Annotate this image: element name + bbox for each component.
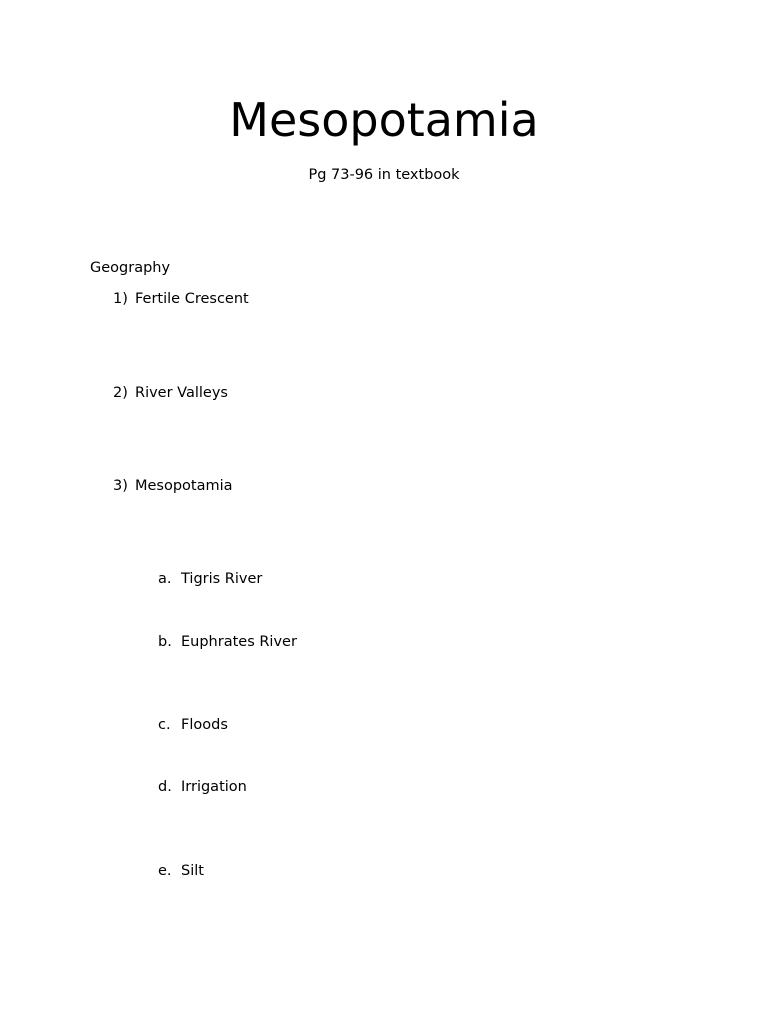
list-item-label: Mesopotamia xyxy=(135,478,233,494)
sub-list-marker: c. xyxy=(158,717,171,733)
sub-item-tigris-river xyxy=(158,569,262,589)
list-marker: 3) xyxy=(113,478,128,494)
list-marker: 1) xyxy=(113,291,128,307)
section-heading: Geography xyxy=(90,260,171,276)
sub-list-marker: d. xyxy=(158,779,172,795)
sub-item-euphrates-river xyxy=(158,632,297,652)
sub-list-marker: b. xyxy=(158,634,172,650)
page-title: Mesopotamia xyxy=(229,93,539,147)
page-subtitle: Pg 73-96 in textbook xyxy=(308,167,460,183)
sub-list-marker: e. xyxy=(158,863,172,879)
sub-item-floods xyxy=(158,715,228,735)
sub-item-label: Floods xyxy=(181,717,228,733)
list-marker: 2) xyxy=(113,385,128,401)
sub-item-irrigation xyxy=(158,777,247,797)
sub-item-silt xyxy=(158,861,204,881)
sub-list-marker: a. xyxy=(158,571,172,587)
sub-item-label: Irrigation xyxy=(181,779,247,795)
list-item-label: River Valleys xyxy=(135,385,228,401)
sub-item-label: Tigris River xyxy=(181,571,263,587)
list-item-mesopotamia xyxy=(113,476,233,496)
sub-item-label: Silt xyxy=(181,863,204,879)
sub-item-label: Euphrates River xyxy=(181,634,297,650)
list-item-fertile-crescent xyxy=(113,289,249,309)
list-item-river-valleys xyxy=(113,383,228,403)
list-item-label: Fertile Crescent xyxy=(135,291,249,307)
